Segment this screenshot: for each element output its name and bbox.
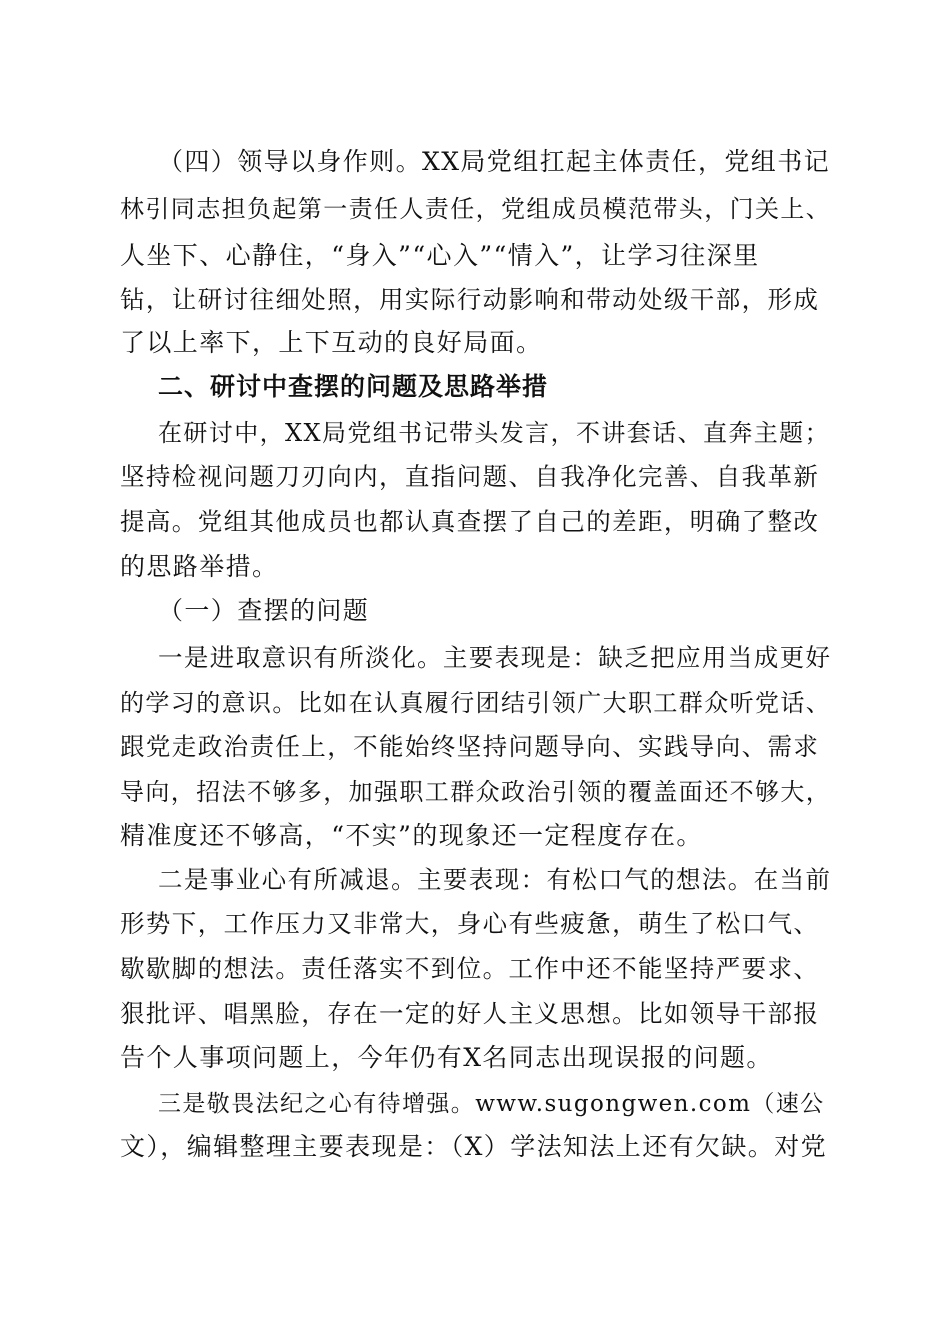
paragraph-line: 歇歇脚的想法。责任落实不到位。工作中还不能坚持严要求、 — [120, 954, 820, 983]
paragraph-line: 跟党走政治责任上，不能始终坚持问题导向、实践导向、需求 — [120, 732, 820, 761]
paragraph-line: 文），编辑整理主要表现是：（X）学法知法上还有欠缺。对党 — [120, 1132, 828, 1161]
paragraph-line: 林引同志担负起第一责任人责任，党组成员模范带头，门关上、 — [120, 195, 832, 223]
paragraph-line: 导向，招法不够多，加强职工群众政治引领的覆盖面还不够大， — [120, 778, 832, 806]
paragraph-line: 一是进取意识有所淡化。主要表现是：缺乏把应用当成更好 — [158, 643, 832, 672]
paragraph-line: 坚持检视问题刀刃向内，直指问题、自我净化完善、自我革新 — [120, 462, 820, 491]
paragraph-line: 告个人事项问题上，今年仍有X名同志出现误报的问题。 — [120, 1043, 773, 1072]
paragraph-line: 的思路举措。 — [120, 552, 279, 581]
paragraph-line: 钻，让研讨往细处照，用实际行动影响和带动处级干部，形成 — [120, 285, 820, 314]
paragraph-line: 的学习的意识。比如在认真履行团结引领广大职工群众听党话、 — [120, 689, 832, 717]
subsection-heading: （一）查摆的问题 — [158, 596, 370, 625]
paragraph-line: 在研讨中，XX局党组书记带头发言，不讲套话、直奔主题； — [158, 419, 830, 447]
paragraph-line: 精准度还不够高，“不实”的现象还一定程度存在。 — [120, 821, 703, 850]
paragraph-line: 了以上率下，上下互动的良好局面。 — [120, 328, 543, 357]
paragraph-line: 提高。党组其他成员也都认真查摆了自己的差距，明确了整改 — [120, 507, 820, 536]
section-heading: 二、研讨中查摆的问题及思路举措 — [158, 372, 549, 401]
paragraph-line: 人坐下、心静住，“身入”“心入”“情入”，让学习往深里 — [120, 241, 760, 270]
paragraph-line: 二是事业心有所减退。主要表现：有松口气的想法。在当前 — [158, 865, 832, 894]
paragraph-line: 狠批评、唱黑脸，存在一定的好人主义思想。比如领导干部报 — [120, 999, 820, 1028]
paragraph-line: （四）领导以身作则。XX局党组扛起主体责任，党组书记 — [158, 147, 830, 176]
paragraph-line: 三是敬畏法纪之心有待增强。www.sugongwen.com（速公 — [158, 1091, 825, 1117]
paragraph-line: 形势下，工作压力又非常大，身心有些疲惫，萌生了松口气、 — [120, 909, 820, 938]
